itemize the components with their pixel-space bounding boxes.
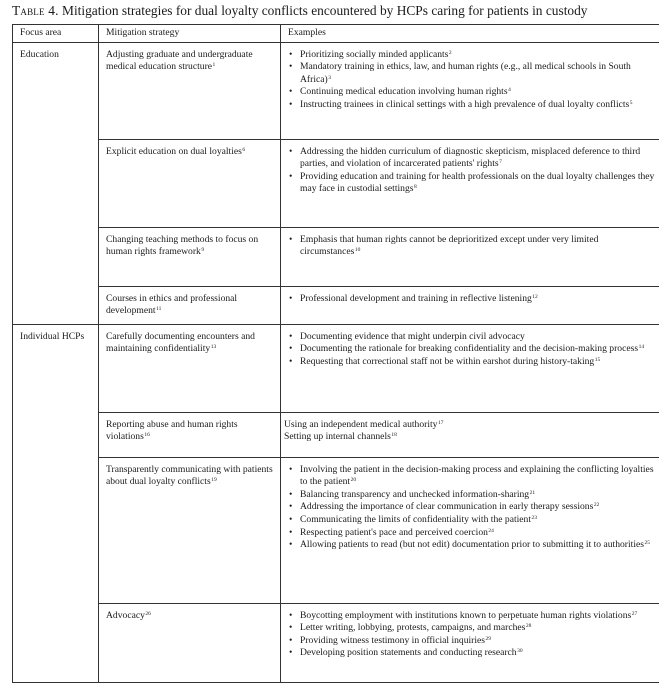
example-text: Emphasis that human rights cannot be deprioritized except under very limited circumstances [300, 233, 599, 258]
examples-list [284, 49, 656, 112]
strategy-cell [99, 42, 281, 139]
reference-number: 24 [488, 527, 494, 534]
example-text: Mandatory training in ethics, law, and human rights (e.g., all medical schools in South Africa) [300, 61, 631, 85]
reference-number: 10 [354, 247, 361, 254]
strategy-cell [99, 324, 281, 412]
table-row [13, 324, 659, 412]
example-item [300, 343, 656, 356]
example-text: Addressing the hidden curriculum of diagnostic skepticism, misplaced deference to third parties, and violation of incarcerated patients' rights [300, 145, 641, 170]
example-item [300, 171, 656, 196]
header-focus-area: Focus area [13, 25, 99, 43]
mitigation-table [12, 24, 659, 683]
table-row [13, 286, 659, 324]
reference-number: 4 [508, 87, 511, 94]
example-text: Instructing trainees in clinical settings with a high prevalence of dual loyalty conflicts [300, 98, 630, 110]
examples-cell [281, 412, 659, 457]
example-item [300, 489, 656, 502]
example-item [300, 464, 656, 489]
example-text: Addressing the importance of clear communication in early therapy sessions [300, 501, 594, 513]
strategy-label: Changing teaching methods to focus on human rights framework [106, 233, 259, 258]
example-text: Providing education and training for health professionals on the dual loyalty challenges they may face in custodial settings [300, 170, 655, 195]
example-text: Prioritizing socially minded applicants [300, 48, 449, 60]
examples-list [284, 331, 656, 369]
reference-number: 18 [391, 432, 397, 439]
strategy-cell [99, 227, 281, 286]
example-text: Boycotting employment with institutions known to perpetuate human rights violations [300, 609, 632, 621]
example-item [300, 647, 656, 660]
reference-number: 3 [328, 74, 331, 81]
example-text: Documenting the rationale for breaking confidentiality and the decision-making process [300, 343, 639, 355]
example-item [300, 539, 656, 552]
example-item [300, 61, 656, 86]
examples-cell [281, 286, 659, 324]
example-text: Respecting patient's pace and perceived coercion [300, 526, 488, 538]
strategy-label: Advocacy [106, 609, 145, 621]
examples-cell [281, 139, 659, 227]
examples-cell [281, 324, 659, 412]
example-item [300, 86, 656, 99]
example-line [284, 419, 656, 432]
table-number: Table 4. [12, 3, 59, 18]
reference-number: 26 [145, 610, 151, 617]
examples-list [284, 293, 656, 306]
example-item [300, 514, 656, 527]
reference-number: 11 [156, 306, 162, 313]
header-examples: Examples [281, 25, 659, 43]
examples-list [284, 464, 656, 552]
strategy-cell [99, 139, 281, 227]
example-text: Communicating the limits of confidentiality with the patient [300, 513, 532, 525]
strategy-cell [99, 457, 281, 603]
examples-list [284, 234, 656, 259]
reference-number: 12 [532, 293, 538, 300]
reference-number: 27 [631, 610, 638, 617]
example-item [300, 146, 656, 171]
strategy-label: Courses in ethics and professional development [106, 292, 238, 317]
reference-number: 2 [448, 49, 452, 56]
reference-number: 7 [499, 159, 502, 166]
reference-number: 29 [485, 635, 492, 642]
example-item [300, 622, 656, 635]
strategy-label: Adjusting graduate and undergraduate medical education structure [106, 48, 253, 73]
strategy-label: Transparently communicating with patients about dual loyalty conflicts [106, 463, 273, 488]
example-item [300, 527, 656, 540]
example-line [284, 431, 656, 444]
reference-number: 28 [525, 623, 532, 630]
example-text: Using an independent medical authority [284, 418, 438, 430]
table-row [13, 412, 659, 457]
reference-number: 13 [210, 344, 217, 351]
examples-cell [281, 457, 659, 603]
example-item [300, 49, 656, 62]
focus-area-label: Individual HCPs [20, 330, 85, 342]
focus-area-cell [13, 324, 99, 682]
header-row [13, 25, 659, 43]
header-mitigation-strategy: Mitigation strategy [99, 25, 281, 43]
reference-number: 25 [644, 540, 650, 547]
reference-number: 5 [629, 99, 633, 106]
example-item [300, 635, 656, 648]
examples-list [284, 610, 656, 660]
example-text: Involving the patient in the decision-making process and explaining the conflicting loyalties to the patient [300, 463, 654, 488]
reference-number: 20 [350, 477, 357, 484]
table-row [13, 42, 659, 139]
example-text: Providing witness testimony in official inquiries [300, 634, 486, 646]
reference-number: 15 [594, 356, 601, 363]
reference-number: 17 [437, 419, 444, 426]
strategy-cell [99, 412, 281, 457]
strategy-cell [99, 603, 281, 682]
example-item [300, 356, 656, 369]
table-row [13, 603, 659, 682]
example-text: Requesting that correctional staff not be within earshot during history-taking [300, 355, 595, 367]
table-caption [12, 3, 588, 19]
reference-number: 8 [414, 184, 417, 191]
reference-number: 23 [531, 514, 538, 521]
strategy-label: Explicit education on dual loyalties [106, 145, 242, 157]
examples-cell [281, 227, 659, 286]
example-item [300, 610, 656, 623]
examples-cell [281, 42, 659, 139]
reference-number: 19 [211, 477, 217, 484]
table-row [13, 139, 659, 227]
strategy-cell [99, 286, 281, 324]
strategy-label: Carefully documenting encounters and maintaining confidentiality [106, 330, 255, 355]
example-text: Continuing medical education involving human rights [300, 86, 508, 98]
table-row [13, 457, 659, 603]
examples-cell [281, 603, 659, 682]
reference-number: 9 [201, 247, 205, 254]
example-text: Developing position statements and conducting research [300, 647, 517, 659]
example-item [300, 293, 656, 306]
example-text: Letter writing, lobbying, protests, campaigns, and marches [300, 622, 526, 634]
example-item [300, 331, 656, 344]
strategy-label: Reporting abuse and human rights violations [106, 418, 238, 443]
focus-area-label: Education [20, 48, 59, 60]
reference-number: 14 [638, 344, 645, 351]
example-text: Allowing patients to read (but not edit) documentation prior to submitting it to authorities [300, 539, 644, 551]
example-item [300, 501, 656, 514]
example-text: Balancing transparency and unchecked information-sharing [300, 488, 530, 500]
focus-area-cell [13, 42, 99, 324]
examples-list [284, 146, 656, 196]
example-item [300, 99, 656, 112]
example-text: Setting up internal channels [284, 431, 391, 443]
table-title: Mitigation strategies for dual loyalty conflicts encountered by HCPs caring for patients in custody [62, 3, 588, 18]
example-text: Professional development and training in reflective listening [300, 292, 532, 304]
reference-number: 1 [212, 62, 216, 69]
table-row [13, 227, 659, 286]
reference-number: 22 [593, 502, 600, 509]
reference-number: 30 [517, 648, 523, 655]
reference-number: 21 [529, 489, 536, 496]
reference-number: 16 [144, 432, 150, 439]
example-text: Documenting evidence that might underpin civil advocacy [300, 330, 525, 342]
example-item [300, 234, 656, 259]
reference-number: 6 [242, 146, 246, 153]
